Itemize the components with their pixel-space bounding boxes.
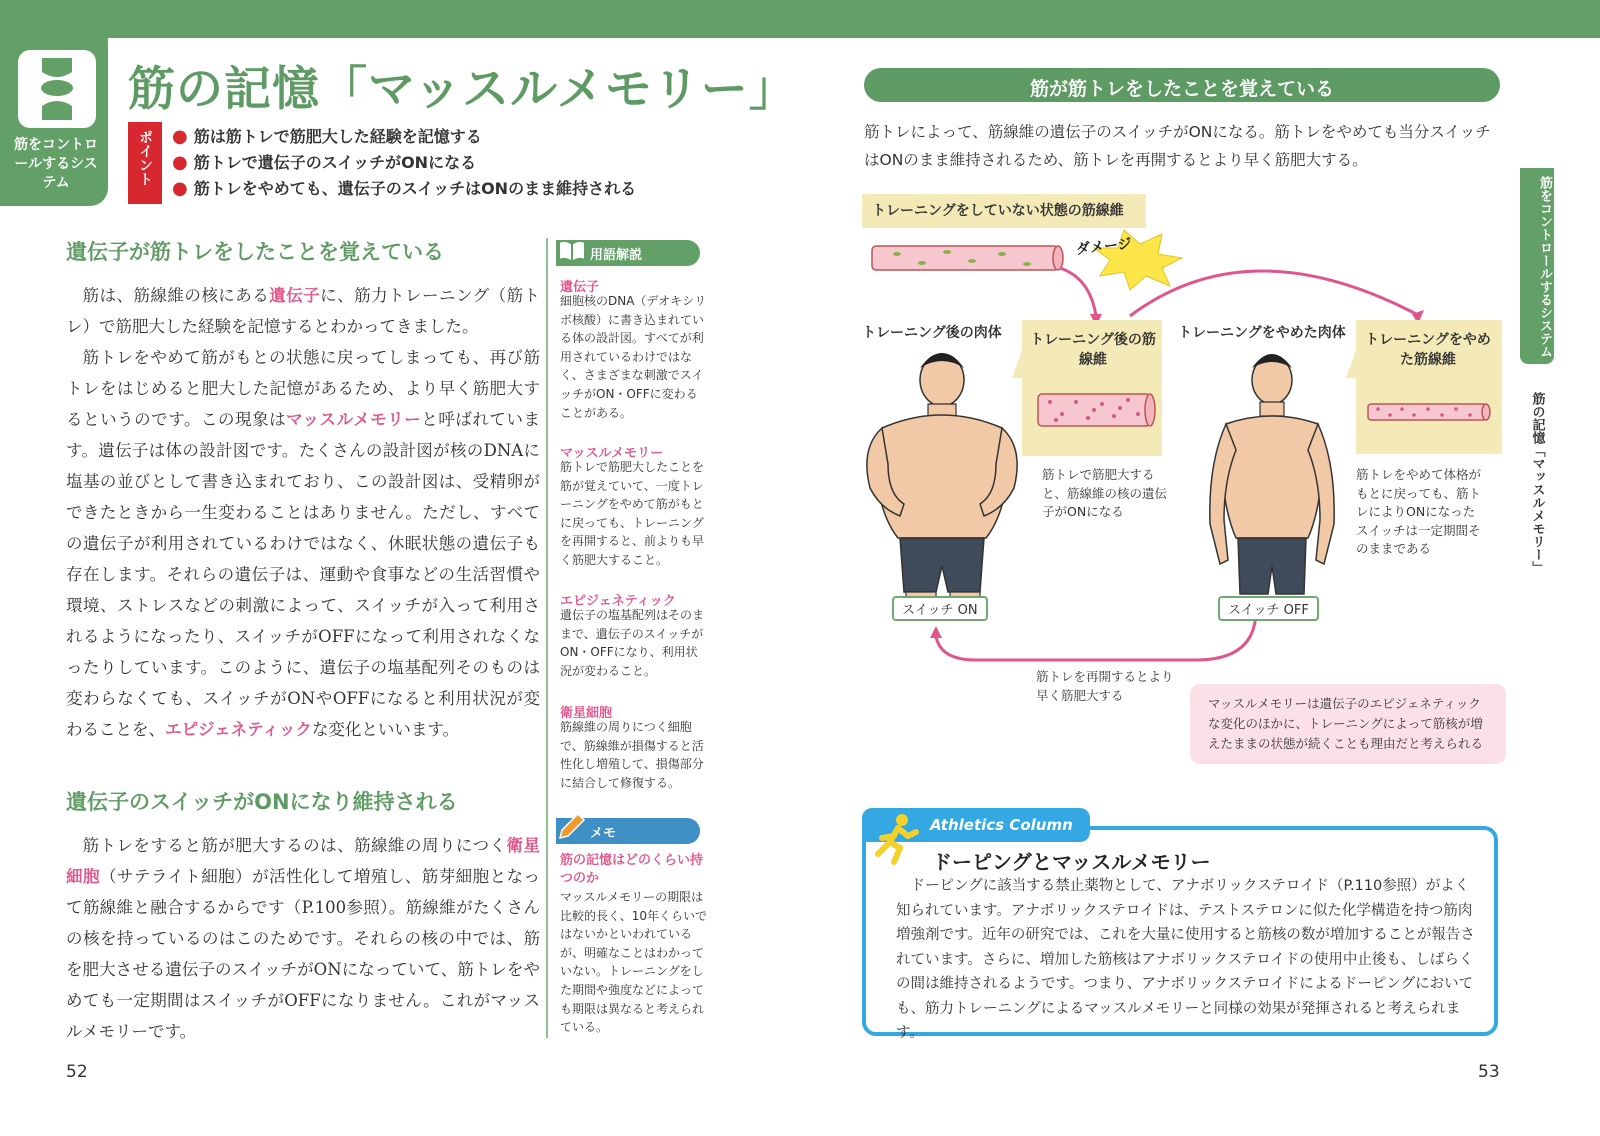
section2-paragraph-1: 筋トレをすると筋が肥大するのは、筋線維の周りにつく衛星細胞（サテライト細胞）が活性化して増殖し、筋芽細胞となって筋線維と融合するからです（P.100参照）。筋線維がたくさんの核を持っているのはこのためです。それらの核の中では、筋を肥大させる遺伝子のスイッチがONになっていて、筋トレをやめても一定期間はスイッチがOFFになりません。これがマッスルメモリーです。 — [66, 836, 541, 1041]
section1-heading: 遺伝子が筋トレをしたことを覚えている — [66, 240, 444, 264]
glossary-heading: 用語解説 — [590, 248, 643, 263]
switch-off-badge: スイッチ OFF — [1218, 596, 1319, 621]
stopped-fiber — [1368, 404, 1490, 420]
column-divider — [546, 238, 548, 1038]
glossary-term-4: 衛星細胞 — [560, 706, 613, 721]
trained-body-figure — [867, 353, 1017, 606]
trained-fiber-label: トレーニング後の筋線維 — [1030, 332, 1156, 368]
memo-question: 筋の記憶はどのくらい持つのか — [560, 853, 704, 886]
pink-note-text: マッスルメモリーは遺伝子のエピジェネティックな変化のほかに、トレーニングによって筋核が増えたままの状態が続くことも理由だと考えられる — [1208, 696, 1484, 751]
page-number-left: 52 — [66, 1062, 88, 1082]
right-intro: 筋トレによって、筋線維の遺伝子のスイッチがONになる。筋トレをやめても当分スイッチはONのまま維持されるため、筋トレを再開するとより早く筋肥大する。 — [864, 123, 1491, 169]
glossary-term-2: マッスルメモリー — [560, 446, 664, 461]
untrained-fiber-label: トレーニングをしていない状態の筋線維 — [862, 194, 1146, 228]
restart-note: 筋トレを再開するとより早く筋肥大する — [1036, 669, 1174, 703]
arrow-to-trained — [1060, 268, 1096, 316]
category-label: 筋をコントロールするシステム — [14, 137, 98, 191]
memo-heading: メモ — [590, 826, 617, 841]
untrained-fiber — [872, 246, 1063, 270]
trained-note: 筋トレで筋肥大すると、筋線維の核の遺伝子がONになる — [1042, 467, 1168, 519]
right-heading: 筋が筋トレをしたことを覚えている — [1029, 78, 1334, 100]
section1-paragraph-1: 筋は、筋線維の核にある遺伝子に、筋力トレーニング（筋トレ）で筋肥大した経験を記憶するとわかってきました。 — [66, 286, 541, 336]
glossary-def-1: 細胞核のDNA（デオキシリボ核酸）に書き込まれている体の設計図。すべてが利用されているわけではなく、さまざまな刺激でスイッチがON・OFFに変わることがある。 — [560, 294, 707, 420]
stopped-note: 筋トレをやめて体格がもとに戻っても、筋トレによりONになったスイッチは一定期間そのままである — [1356, 467, 1482, 556]
top-bar — [0, 0, 1600, 38]
athletics-column-paragraph: ドーピングに該当する禁止薬物として、アナボリックステロイド（P.110参照）がよく知られています。アナボリックステロイドは、テストステロンに似た化学構造を持つ筋肉増強剤です。近年の研究では、これを大量に使用すると筋核の数が増加することが報告されています。さらに、増加した筋核はアナボリックステロイドの使用中止後も、しばらくの間は維持されるようです。つまり、アナボリックステロイドによるドーピングにおいても、筋力トレーニングによるマッスルメモリーと同様の効果が発揮されると考えられます。 — [896, 878, 1475, 1041]
glossary-term-3: エピジェネティック — [560, 594, 676, 609]
point-item-3: ● 筋トレをやめても、遺伝子のスイッチはONのまま維持される — [172, 178, 637, 199]
damage-label: ダメージ — [1075, 236, 1133, 258]
athletics-column-body — [896, 874, 1482, 1046]
page-number-right: 53 — [1478, 1062, 1500, 1082]
stopped-fiber-label: トレーニングをやめた筋線維 — [1365, 332, 1491, 368]
stopped-body-figure — [1210, 354, 1334, 594]
glossary-def-3: 遺伝子の塩基配列はそのままで、遺伝子のスイッチがON・OFFになり、利用状況が変わること。 — [560, 608, 705, 678]
athletics-column-label: Athletics Column — [930, 816, 1073, 834]
arrow-to-stopped — [1130, 271, 1420, 316]
glossary-def-4: 筋線維の周りにつく細胞で、筋線維が損傷すると活性化し増殖して、損傷部分に結合して修復する。 — [560, 720, 704, 790]
section1-body — [66, 280, 540, 745]
athletics-column-title: ドーピングとマッスルメモリー — [932, 850, 1211, 874]
page-title: 筋の記憶「マッスルメモリー」 — [128, 62, 797, 117]
section2-body — [66, 830, 540, 1047]
section2-heading: 遺伝子のスイッチがONになり維持される — [66, 790, 458, 814]
point-item-2: ● 筋トレで遺伝子のスイッチがONになる — [172, 152, 477, 173]
book-icon — [556, 236, 588, 270]
point-tag — [128, 122, 162, 204]
memo-body: マッスルメモリーの期限は比較的長く、10年くらいではないかといわれているが、明確なことはわかっていない。トレーニングをした期間や強度などによっても期限は異なると考えられている。 — [560, 890, 708, 1035]
switch-on-badge: スイッチ ON — [892, 596, 988, 621]
glossary-def-2: 筋トレで筋肥大したことを筋が覚えていて、一度トレーニングをやめて筋がもとに戻っても、トレーニングを再開すると、前よりも早く筋肥大すること。 — [560, 460, 705, 567]
point-item-1: ● 筋は筋トレで筋肥大した経験を記憶する — [172, 126, 482, 147]
side-subtitle: 筋の記憶「マッスルメモリー」 — [1529, 392, 1545, 574]
trained-body-label: トレーニング後の肉体 — [862, 325, 1002, 341]
trained-fiber — [1038, 394, 1155, 426]
stopped-body-label: トレーニングをやめた肉体 — [1178, 325, 1346, 341]
section1-paragraph-2: 筋トレをやめて筋がもとの状態に戻ってしまっても、再び筋トレをはじめると肥大した記憶があるため、より早く筋肥大するというのです。この現象はマッスルメモリーと呼ばれています。遺伝子は体の設計図です。たくさんの設計図が核のDNAに塩基の並びとして書き込まれており、この設計図は、受精卵ができたときから一生変わることはありません。ただし、すべての遺伝子が利用されているわけではなく、休眠状態の遺伝子も存在します。それらの遺伝子は、運動や食事などの生活習慣や環境、ストレスなどの刺激によって、スイッチが入って利用されるようになったり、スイッチがOFFになって利用されなくなったりしています。このように、遺伝子の塩基配列そのものは変わらなくても、スイッチがONやOFFになると利用状況が変わることを、エピジェネティックな変化といいます。 — [66, 348, 540, 739]
side-tab-label: 筋をコントロールするシステム — [1537, 176, 1552, 358]
joint-icon — [18, 50, 96, 128]
point-tag-label: ポイント — [137, 130, 153, 186]
runner-icon — [868, 810, 924, 870]
pencil-icon — [558, 812, 586, 846]
glossary-term-1: 遺伝子 — [560, 280, 600, 295]
